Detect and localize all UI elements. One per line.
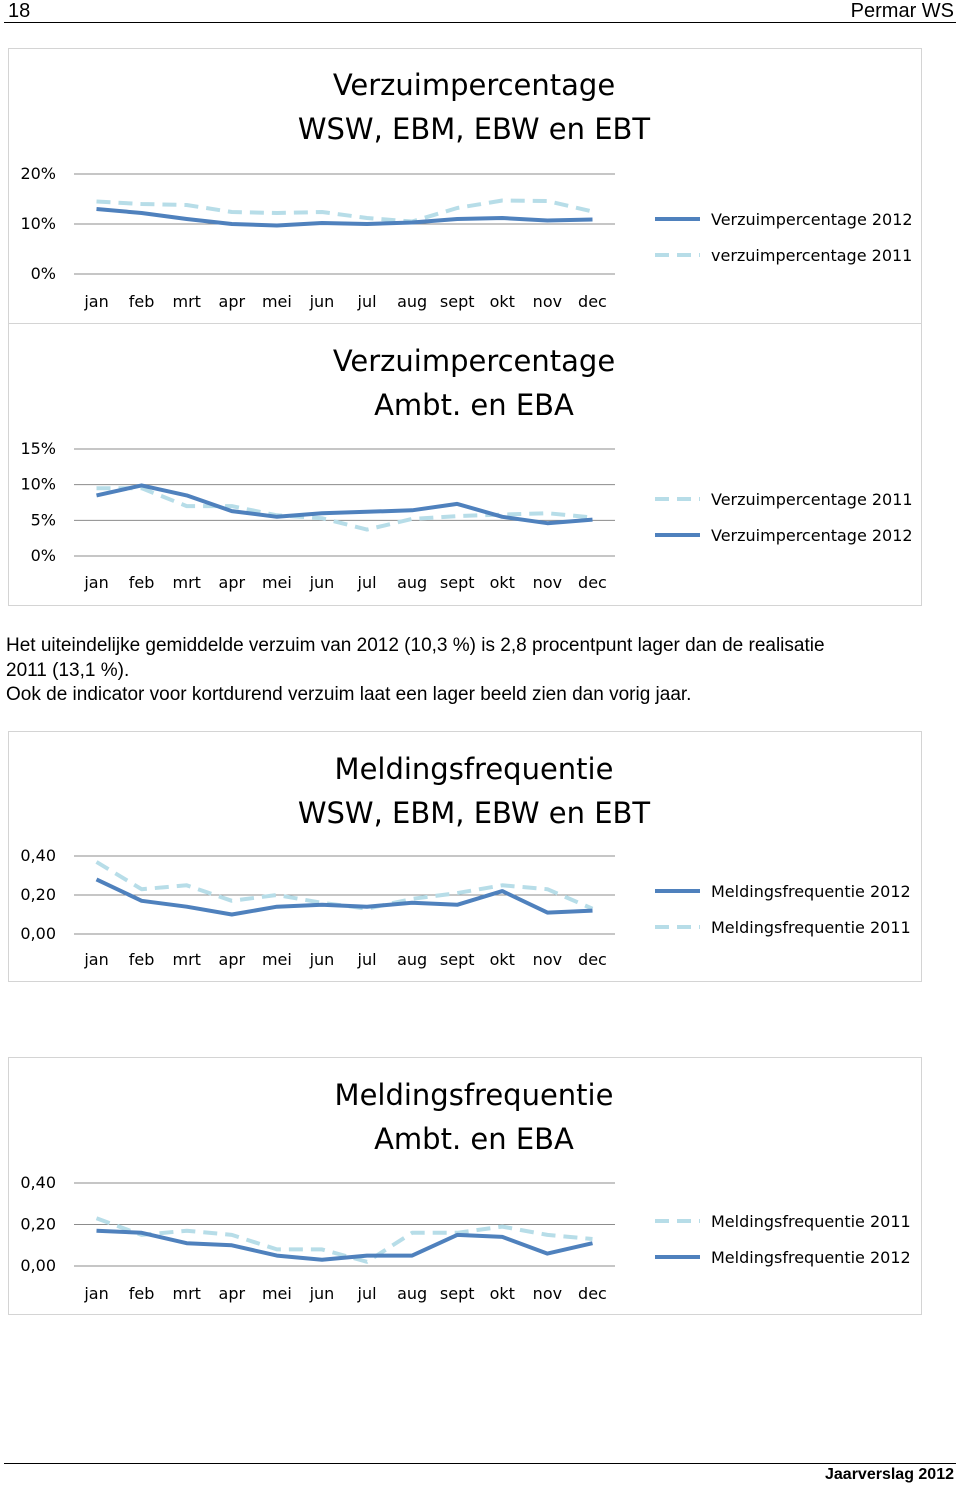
legend-label: Verzuimpercentage 2012 — [711, 210, 913, 229]
chart-title-line-1: Meldingsfrequentie — [334, 1078, 614, 1112]
x-tick-label: feb — [128, 1284, 155, 1303]
page-number: 18 — [8, 0, 31, 22]
x-tick-label: jul — [357, 950, 377, 969]
x-tick-label: apr — [218, 573, 246, 592]
x-tick-label: jan — [84, 1284, 109, 1303]
chart-title-line-1: Meldingsfrequentie — [334, 752, 614, 786]
series-line-solid — [97, 879, 593, 914]
legend-label: Meldingsfrequentie 2011 — [711, 1212, 911, 1231]
x-tick-label: mrt — [172, 1284, 201, 1303]
x-tick-label: feb — [128, 292, 155, 311]
x-tick-label: okt — [489, 1284, 515, 1303]
footer-rule — [4, 1463, 956, 1464]
x-tick-label: feb — [128, 950, 155, 969]
paragraph-line-1: Het uiteindelijke gemiddelde verzuim van 2012 (10,3 %) is 2,8 procentpunt lager dan de realisatie — [6, 635, 825, 656]
x-tick-label: aug — [397, 950, 428, 969]
x-tick-label: mei — [261, 1284, 292, 1303]
x-tick-label: dec — [578, 1284, 607, 1303]
x-tick-label: aug — [397, 573, 428, 592]
x-tick-label: jun — [309, 573, 335, 592]
x-tick-label: nov — [532, 573, 563, 592]
x-tick-label: mei — [261, 292, 292, 311]
chart-melding-ambt — [8, 1057, 922, 1315]
x-tick-label: dec — [578, 292, 607, 311]
series-line-solid — [97, 485, 593, 523]
chart-melding-wsw — [8, 731, 922, 982]
x-tick-label: mrt — [172, 950, 201, 969]
legend-label: Meldingsfrequentie 2012 — [711, 882, 911, 901]
legend-label: Meldingsfrequentie 2011 — [711, 918, 911, 937]
y-tick-label: 0,20 — [20, 885, 56, 904]
y-tick-label: 0% — [30, 546, 56, 565]
paragraph-line-3: Ook de indicator voor kortdurend verzuim laat een lager beeld zien dan vorig jaar. — [6, 684, 692, 705]
series-line-dashed — [97, 488, 593, 529]
chart-title-line-2: Ambt. en EBA — [374, 388, 574, 422]
x-tick-label: okt — [489, 292, 515, 311]
legend-label: Verzuimpercentage 2011 — [711, 490, 913, 509]
x-tick-label: sept — [439, 1284, 475, 1303]
chart-verzuim-ambt — [8, 323, 922, 606]
x-tick-label: feb — [128, 573, 155, 592]
x-tick-label: dec — [578, 950, 607, 969]
y-tick-label: 0% — [30, 264, 56, 283]
y-tick-label: 10% — [20, 214, 56, 233]
x-tick-label: apr — [218, 950, 246, 969]
x-tick-label: aug — [397, 292, 428, 311]
x-tick-label: mrt — [172, 292, 201, 311]
chart-title-line-1: Verzuimpercentage — [332, 344, 616, 378]
y-tick-label: 0,20 — [20, 1214, 56, 1234]
x-tick-label: okt — [489, 950, 515, 969]
y-tick-label: 0,40 — [20, 846, 56, 865]
x-tick-label: jul — [357, 573, 377, 592]
x-tick-label: jan — [84, 950, 109, 969]
x-tick-label: jul — [357, 1284, 377, 1303]
document-title: Permar WS — [850, 0, 954, 22]
x-tick-label: sept — [439, 950, 475, 969]
x-tick-label: dec — [578, 573, 607, 592]
paragraph-line-2: 2011 (13,1 %). — [6, 660, 130, 681]
y-tick-label: 0,40 — [20, 1173, 56, 1192]
series-line-dashed — [97, 862, 593, 909]
x-tick-label: apr — [218, 1284, 246, 1303]
x-tick-label: jan — [84, 292, 109, 311]
x-tick-label: jun — [309, 950, 335, 969]
x-tick-label: apr — [218, 292, 246, 311]
footer-label: Jaarverslag 2012 — [825, 1466, 954, 1483]
y-tick-label: 0,00 — [20, 1256, 56, 1275]
x-tick-label: mei — [261, 950, 292, 969]
chart-title-line-1: Verzuimpercentage — [332, 68, 616, 102]
x-tick-label: sept — [439, 292, 475, 311]
x-tick-label: nov — [532, 292, 563, 311]
y-tick-label: 10% — [20, 474, 56, 494]
header-rule — [4, 22, 956, 23]
y-tick-label: 20% — [20, 164, 56, 183]
x-tick-label: okt — [489, 573, 515, 592]
chart-title-line-2: WSW, EBM, EBW en EBT — [297, 796, 651, 830]
chart-verzuim-wsw — [8, 48, 922, 324]
series-line-solid — [97, 209, 593, 226]
x-tick-label: jan — [84, 573, 109, 592]
x-tick-label: jun — [309, 1284, 335, 1303]
y-tick-label: 0,00 — [20, 924, 56, 943]
x-tick-label: aug — [397, 1284, 428, 1303]
chart-title-line-2: WSW, EBM, EBW en EBT — [297, 112, 651, 146]
x-tick-label: mei — [261, 573, 292, 592]
legend-label: Meldingsfrequentie 2012 — [711, 1248, 911, 1267]
x-tick-label: nov — [532, 1284, 563, 1303]
legend-label: Verzuimpercentage 2012 — [711, 526, 913, 545]
x-tick-label: jul — [357, 292, 377, 311]
chart-title-line-2: Ambt. en EBA — [374, 1122, 574, 1156]
x-tick-label: mrt — [172, 573, 201, 592]
y-tick-label: 15% — [20, 439, 56, 458]
x-tick-label: nov — [532, 950, 563, 969]
y-tick-label: 5% — [30, 510, 56, 530]
legend-label: verzuimpercentage 2011 — [711, 246, 913, 265]
x-tick-label: sept — [439, 573, 475, 592]
x-tick-label: jun — [309, 292, 335, 311]
